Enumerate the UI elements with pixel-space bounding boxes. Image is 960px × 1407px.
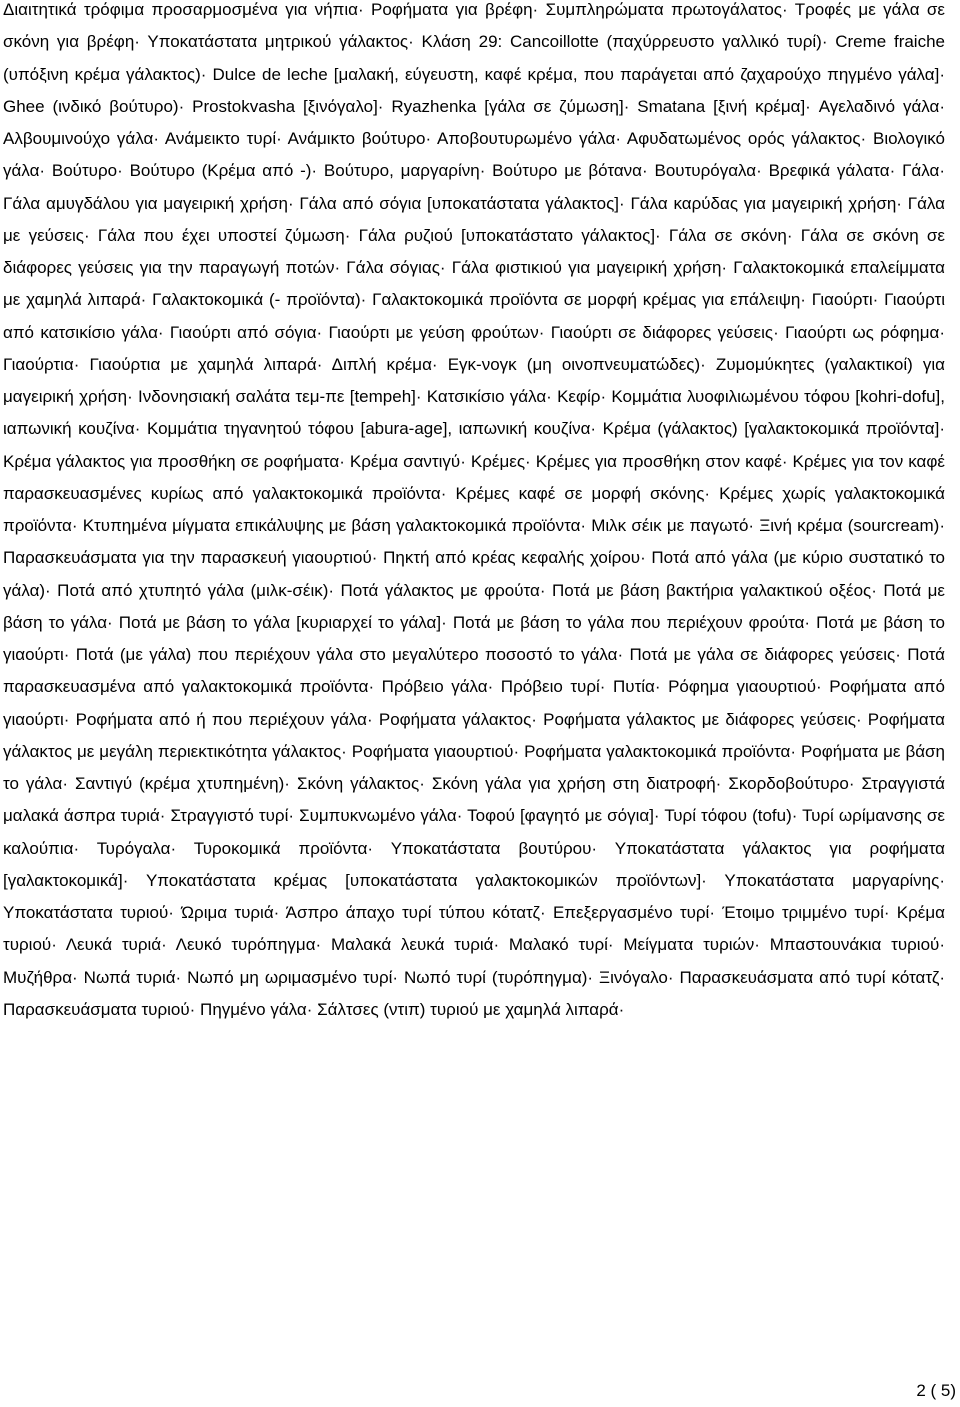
page-number: 2 ( 5) (916, 1381, 956, 1400)
goods-list-paragraph: Διαιτητικά τρόφιμα προσαρμοσμένα για νήπια· Ροφήματα για βρέφη· Συμπληρώματα πρωτογάλατος· Τροφές με γάλα σε σκόνη για βρέφη· Υποκατάστατα μητρικού γάλακτος· Κλάση 29: Cancoillotte (παχύρρευστο γαλλικό τυρί)· Creme fraiche (υπόξινη κρέμα γάλακτος)· Dulce de leche [μαλακή, εύγευστη, καφέ κρέμα, που παράγεται από ζαχαρούχο πηγμένο γάλα]· Ghee (ινδικό βούτυρο)· Prostokvasha [ξινόγαλο]· Ryazhenka [γάλα σε ζύμωση]· Smatana [ξινή κρέμα]· Αγελαδινό γάλα· Αλβουμινούχο γάλα· Ανάμεικτο τυρί· Ανάμικτο βούτυρο· Αποβουτυρωμένο γάλα· Αφυδατωμένος ορός γάλακτος· Βιολογικό γάλα· Βούτυρο· Βούτυρο (Κρέμα από -)· Βούτυρο, μαργαρίνη· Βούτυρο με βότανα· Βουτυρόγαλα· Βρεφικά γάλατα· Γάλα· Γάλα αμυγδάλου για μαγειρική χρήση· Γάλα από σόγια [υποκατάστατα γάλακτος]· Γάλα καρύδας για μαγειρική χρήση· Γάλα με γεύσεις· Γάλα που έχει υποστεί ζύμωση· Γάλα ρυζιού [υποκατάστατο γάλακτος]· Γάλα σε σκόνη· Γάλα σε σκόνη σε διάφορες γεύσεις για την παραγωγή ποτών· Γάλα σόγιας· Γάλα φιστικιού για μαγειρική χρήση· Γαλακτοκομικά επαλείμματα με χαμηλά λιπαρά· Γαλακτοκομικά (- προϊόντα)· Γαλακτοκομικά προϊόντα σε μορφή κρέμας για επάλειψη· Γιαούρτι· Γιαούρτι από κατσικίσιο γάλα· Γιαούρτι από σόγια· Γιαούρτι με γεύση φρούτων· Γιαούρτι σε διάφορες γεύσεις· Γιαούρτι ως ρόφημα· Γιαούρτια· Γιαούρτια με χαμηλά λιπαρά· Διπλή κρέμα· Εγκ-νογκ (μη οινοπνευματώδες)· Ζυμομύκητες (γαλακτικοί) για μαγειρική χρήση· Ινδονησιακή σαλάτα τεμ-πε [tempeh]· Κατσικίσιο γάλα· Κεφίρ· Κομμάτια λυοφιλιωμένου τόφου [kohri-dofu], ιαπωνική κουζίνα· Κομμάτια τηγανητού τόφου [abura-age], ιαπωνική κουζίνα· Κρέμα (γάλακτος) [γαλακτοκομικά προϊόντα]· Κρέμα γάλακτος για προσθήκη σε ροφήματα· Κρέμα σαντιγύ· Κρέμες· Κρέμες για προσθήκη στον καφέ· Κρέμες για τον καφέ παρασκευασμένες κυρίως από γαλακτοκομικά προϊόντα· Κρέμες καφέ σε μορφή σκόνης· Κρέμες χωρίς γαλακτοκομικά προϊόντα· Κτυπημένα μίγματα επικάλυψης με βάση γαλακτοκομικά προϊόντα· Μιλκ σέικ με παγωτό· Ξινή κρέμα (sourcream)· Παρασκευάσματα για την παρασκευή γιαουρτιού· Πηκτή από κρέας κεφαλής χοίρου· Ποτά από γάλα (με κύριο συστατικό το γάλα)· Ποτά από χτυπητό γάλα (μιλκ-σέικ)· Ποτά γάλακτος με φρούτα· Ποτά με βάση βακτήρια γαλακτικού οξέος· Ποτά με βάση το γάλα· Ποτά με βάση το γάλα [κυριαρχεί το γάλα]· Ποτά με βάση το γάλα που περιέχουν φρούτα· Ποτά με βάση το γιαούρτι· Ποτά (με γάλα) που περιέχουν γάλα στο μεγαλύτερο ποσοστό το γάλα· Ποτά με γάλα σε διάφορες γεύσεις· Ποτά παρασκευασμένα από γαλακτοκομικά προϊόντα· Πρόβειο γάλα· Πρόβειο τυρί· Πυτία· Ρόφημα γιαουρτιού· Ροφήματα από γιαούρτι· Ροφήματα από ή που περιέχουν γάλα· Ροφήματα γάλακτος· Ροφήματα γάλακτος με διάφορες γεύσεις· Ροφήματα γάλακτος με μεγάλη περιεκτικότητα γάλακτος· Ροφήματα γιαουρτιού· Ροφήματα γαλακτοκομικά προϊόντα· Ροφήματα με βάση το γάλα· Σαντιγύ (κρέμα χτυπημένη)· Σκόνη γάλακτος· Σκόνη γάλα για χρήση στη διατροφή· Σκορδοβούτυρο· Στραγγιστά μαλακά άσπρα τυριά· Στραγγιστό τυρί· Συμπυκνωμένο γάλα· Τοφού [φαγητό με σόγια]· Τυρί τόφου (tofu)· Τυρί ωρίμανσης σε καλούπια· Τυρόγαλα· Τυροκομικά προϊόντα· Υποκατάστατα βουτύρου· Υποκατάστατα γάλακτος για ροφήματα [γαλακτοκομικά]· Υποκατάστατα κρέμας [υποκατάστατα γαλακτοκομικών προϊόντων]· Υποκατάστατα μαργαρίνης· Υποκατάστατα τυριού· Ώριμα τυριά· Άσπρο άπαχο τυρί τύπου κότατζ· Επεξεργασμένο τυρί· Έτοιμο τριμμένο τυρί· Κρέμα τυριού· Λευκά τυριά· Λευκό τυρόπηγμα· Μαλακά λευκά τυριά· Μαλακό τυρί· Μείγματα τυριών· Μπαστουνάκια τυριού· Μυζήθρα· Νωπά τυριά· Νωπό μη ωριμασμένο τυρί· Νωπό τυρί (τυρόπηγμα)· Ξινόγαλο· Παρασκευάσματα από τυρί κότατζ· Παρασκευάσματα τυριού· Πηγμένο γάλα· Σάλτσες (ντιπ) τυριού με χαμηλά λιπαρά· (3, 0, 945, 1019)
